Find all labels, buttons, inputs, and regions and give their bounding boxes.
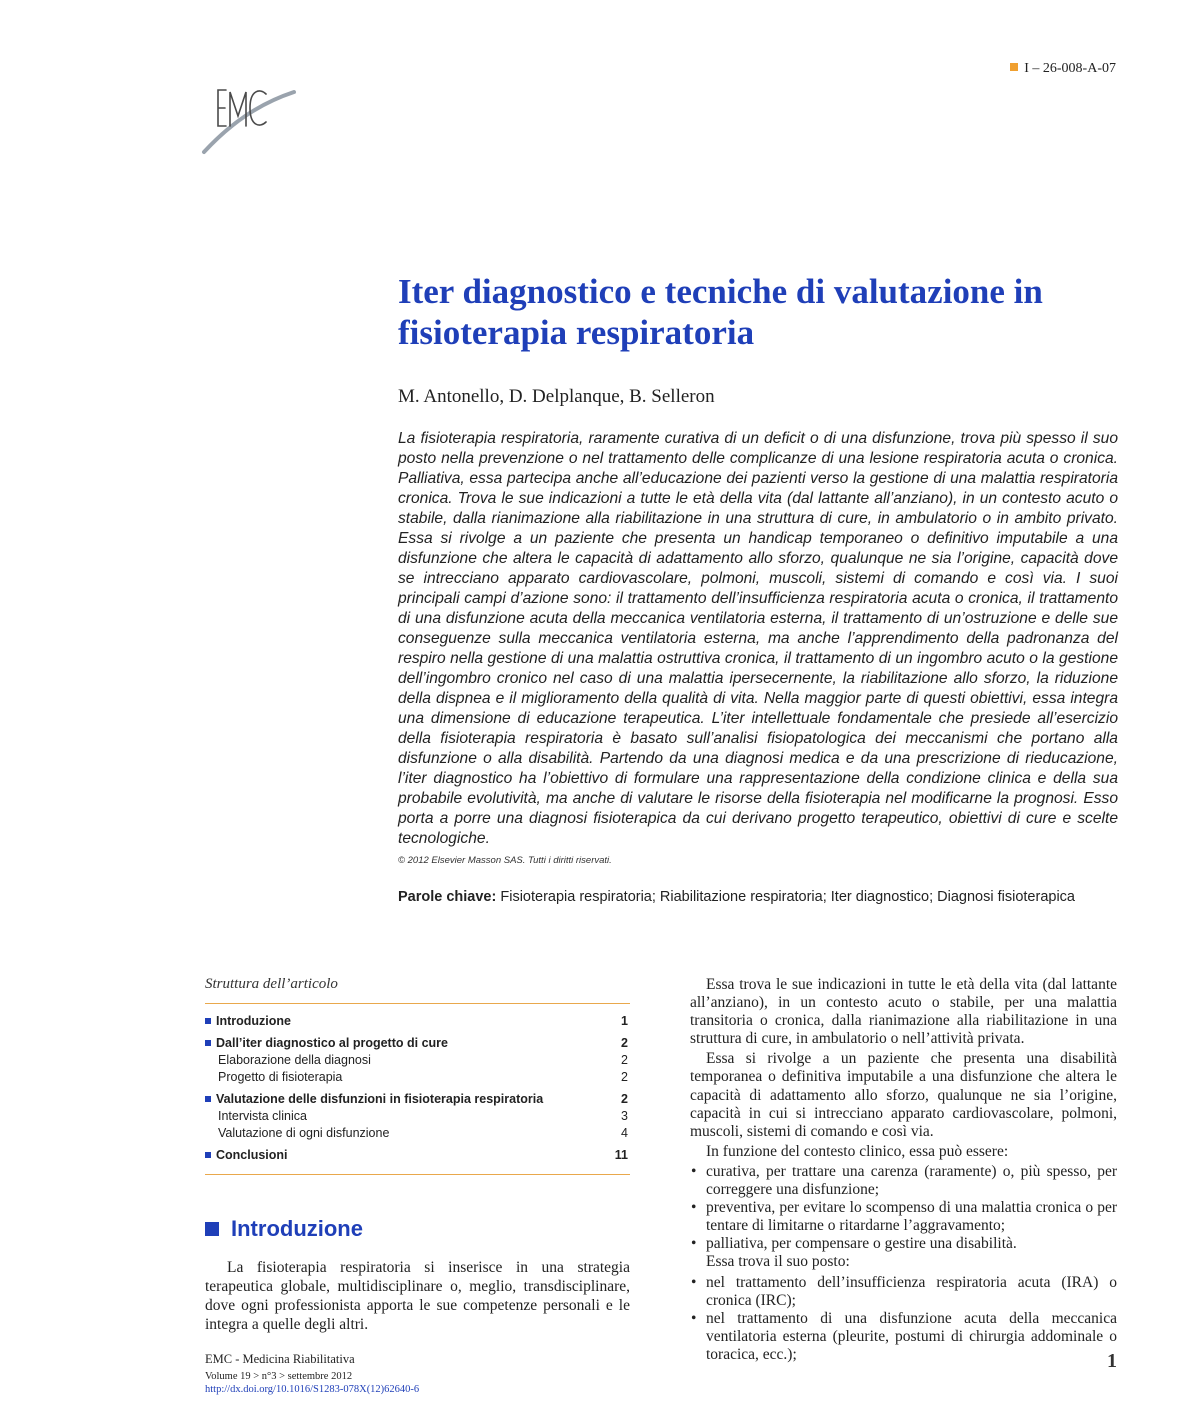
article-authors: M. Antonello, D. Delplanque, B. Selleron	[398, 386, 715, 407]
footer-journal-name: EMC - Medicina Riabilitativa	[205, 1352, 355, 1366]
toc-item-label: Dall’iter diagnostico al progetto di cure	[216, 1036, 448, 1050]
toc-item-page: 2	[621, 1092, 628, 1106]
table-of-contents	[205, 1013, 630, 1164]
blue-square-bullet-icon	[205, 1040, 211, 1046]
body-paragraph: Essa trova il suo posto:	[706, 1253, 850, 1271]
list-item: • nel trattamento di una disfunzione acuta della meccanica ventilatoria esterna (pleurite, postumi di chirurgia addominale o toracica, ecc.);	[690, 1310, 1117, 1364]
toc-item-page: 2	[621, 1036, 628, 1050]
section-heading-text: Introduzione	[231, 1216, 363, 1241]
blue-square-bullet-icon	[205, 1152, 211, 1158]
emc-logo-graphic	[200, 78, 300, 156]
toc-item[interactable]	[205, 1091, 630, 1108]
toc-subitem[interactable]	[205, 1052, 630, 1069]
footer-volume-info: Volume 19 > n°3 > settembre 2012	[205, 1371, 353, 1382]
toc-item-page: 2	[621, 1053, 628, 1067]
blue-square-icon	[205, 1222, 219, 1236]
keywords-line	[398, 889, 1118, 905]
toc-top-divider	[205, 1003, 630, 1004]
toc-subitem[interactable]	[205, 1125, 630, 1142]
toc-item-label: Valutazione delle disfunzioni in fisioterapia respiratoria	[216, 1092, 544, 1106]
document-code	[1010, 61, 1116, 77]
toc-item[interactable]	[205, 1035, 630, 1052]
body-paragraph: Essa si rivolge a un paziente che presenta una disabilità temporanea o definitiva imputabile a una disfunzione che altera le capacità di adattamento allo sforzo, qualunque ne sia l’origine, capacità in cui si intrecciano apparato cardiovascolare, polmoni, muscoli, sistemi di comando e così via.	[690, 1050, 1117, 1140]
article-title: Iter diagnostico e tecniche di valutazione in fisioterapia respiratoria	[398, 272, 1043, 352]
document-code-text: I – 26-008-A-07	[1024, 61, 1116, 76]
keywords-text: Fisioterapia respiratoria; Riabilitazione respiratoria; Iter diagnostico; Diagnosi fisioterapica	[500, 889, 1075, 905]
toc-subitem[interactable]	[205, 1108, 630, 1125]
bullet-list	[690, 1274, 1117, 1364]
toc-subitem[interactable]	[205, 1069, 630, 1086]
toc-item[interactable]	[205, 1013, 630, 1030]
toc-item-page: 3	[621, 1109, 628, 1123]
intro-paragraph: La fisioterapia respiratoria si inserisce in una strategia terapeutica globale, multidisciplinare o, meglio, transdisciplinare, dove ogni professionista apporta le sue competenze personali e le integra a quelle degli altri.	[205, 1259, 630, 1333]
toc-item-label: Progetto di fisioterapia	[218, 1070, 343, 1084]
toc-item[interactable]	[205, 1147, 630, 1164]
toc-item-label: Introduzione	[216, 1014, 291, 1028]
section-heading-introduzione	[205, 1216, 363, 1242]
body-paragraph: In funzione del contesto clinico, essa può essere:	[706, 1142, 1009, 1160]
footer-doi-link[interactable]: http://dx.doi.org/10.1016/S1283-078X(12)62640-6	[205, 1384, 420, 1395]
article-abstract: La fisioterapia respiratoria, raramente curativa di un deficit o di una disfunzione, trova più spesso il suo posto nella prevenzione o nel trattamento delle complicanze di una lesione respiratoria acuta o cronica. Palliativa, essa partecipa anche all’educazione dei pazienti verso la gestione di una malattia respiratoria cronica. Trova le sue indicazioni a tutte le età della vita (dal lattante all’anziano), in un contesto acuto o stabile, dalla rianimazione alla riabilitazione in una struttura di cure, in ambulatorio o in ambito privato. Essa si rivolge a un paziente che presenta un handicap temporaneo o definitivo imputabile a una disfunzione che altera le capacità di adattamento allo sforzo, qualunque ne sia l’origine, capacità dove se intrecciano apparato cardiovascolare, polmoni, muscoli, sistemi di comando e così via. I suoi principali campi d’azione sono: il trattamento dell’insufficienza respiratoria acuta o cronica, il trattamento di una disfunzione acuta della meccanica ventilatoria esterna, il trattamento di un’ostruzione e delle sue conseguenze sulla meccanica ventilatoria esterna, ma anche l’apprendimento della padronanza del respiro nella gestione di una malattia ostruttiva cronica, il trattamento di un ingombro acuto o la gestione dell’ingombro cronico nel caso di una malattia ipersecernente, la riabilitazione allo sforzo, la riduzione della dispnea e il miglioramento della qualità di vita. Nella maggior parte di questi obiettivi, essa integra una dimensione di educazione terapeutica. L’iter intellettuale fondamentale che presiede all’esercizio della fisioterapia respiratoria è basato sull’analisi fisiopatologica dei meccanismi che portano alla disfunzione o alla disabilità. Partendo da una diagnosi medica e da una prescrizione di rieducazione, l’iter diagnostico ha l’obiettivo di formulare una rappresentazione della condizione clinica e della sua probabile evolutività, ma anche di valutare le risorse della fisioterapia nel modificarne la prognosi. Esso porta a porre una diagnosi fisioterapica da cui derivano progetto terapeutico, obiettivi di cure e scelte tecnologiche.	[398, 430, 1118, 847]
list-item: • curativa, per trattare una carenza (raramente) o, più spesso, per correggere una disfunzione;	[690, 1163, 1117, 1199]
toc-heading: Struttura dell’articolo	[205, 976, 338, 992]
toc-item-page: 11	[614, 1148, 628, 1162]
body-paragraph: Essa trova le sue indicazioni in tutte le età della vita (dal lattante all’anziano), in un contesto acuto o stabile, per una malattia transitoria o cronica, dalla rianimazione alla riabilitazione in una struttura di cure, in ambulatorio o nell’attività privata.	[690, 976, 1117, 1048]
toc-item-label: Elaborazione della diagnosi	[218, 1053, 371, 1067]
toc-bottom-divider	[205, 1174, 630, 1175]
blue-square-bullet-icon	[205, 1096, 211, 1102]
toc-item-page: 4	[621, 1126, 628, 1140]
emc-logo	[200, 78, 300, 156]
toc-item-label: Intervista clinica	[218, 1109, 307, 1123]
list-item: • preventiva, per evitare lo scompenso di una malattia cronica o per tentare di limitarne o ritardarne l’aggravamento;	[690, 1199, 1117, 1235]
bullet-list	[690, 1163, 1117, 1253]
toc-item-page: 1	[621, 1014, 628, 1028]
toc-item-label: Conclusioni	[216, 1148, 288, 1162]
page-number: 1	[1107, 1350, 1117, 1372]
list-item: • palliativa, per compensare o gestire una disabilità.	[690, 1235, 1117, 1253]
blue-square-bullet-icon	[205, 1018, 211, 1024]
list-item: • nel trattamento dell’insufficienza respiratoria acuta (IRA) o cronica (IRC);	[690, 1274, 1117, 1310]
right-column-text	[690, 976, 1117, 1364]
toc-item-label: Valutazione di ogni disfunzione	[218, 1126, 390, 1140]
toc-item-page: 2	[621, 1070, 628, 1084]
orange-square-icon	[1010, 63, 1018, 71]
keywords-label: Parole chiave:	[398, 889, 497, 905]
copyright-notice: © 2012 Elsevier Masson SAS. Tutti i diritti riservati.	[398, 855, 612, 866]
